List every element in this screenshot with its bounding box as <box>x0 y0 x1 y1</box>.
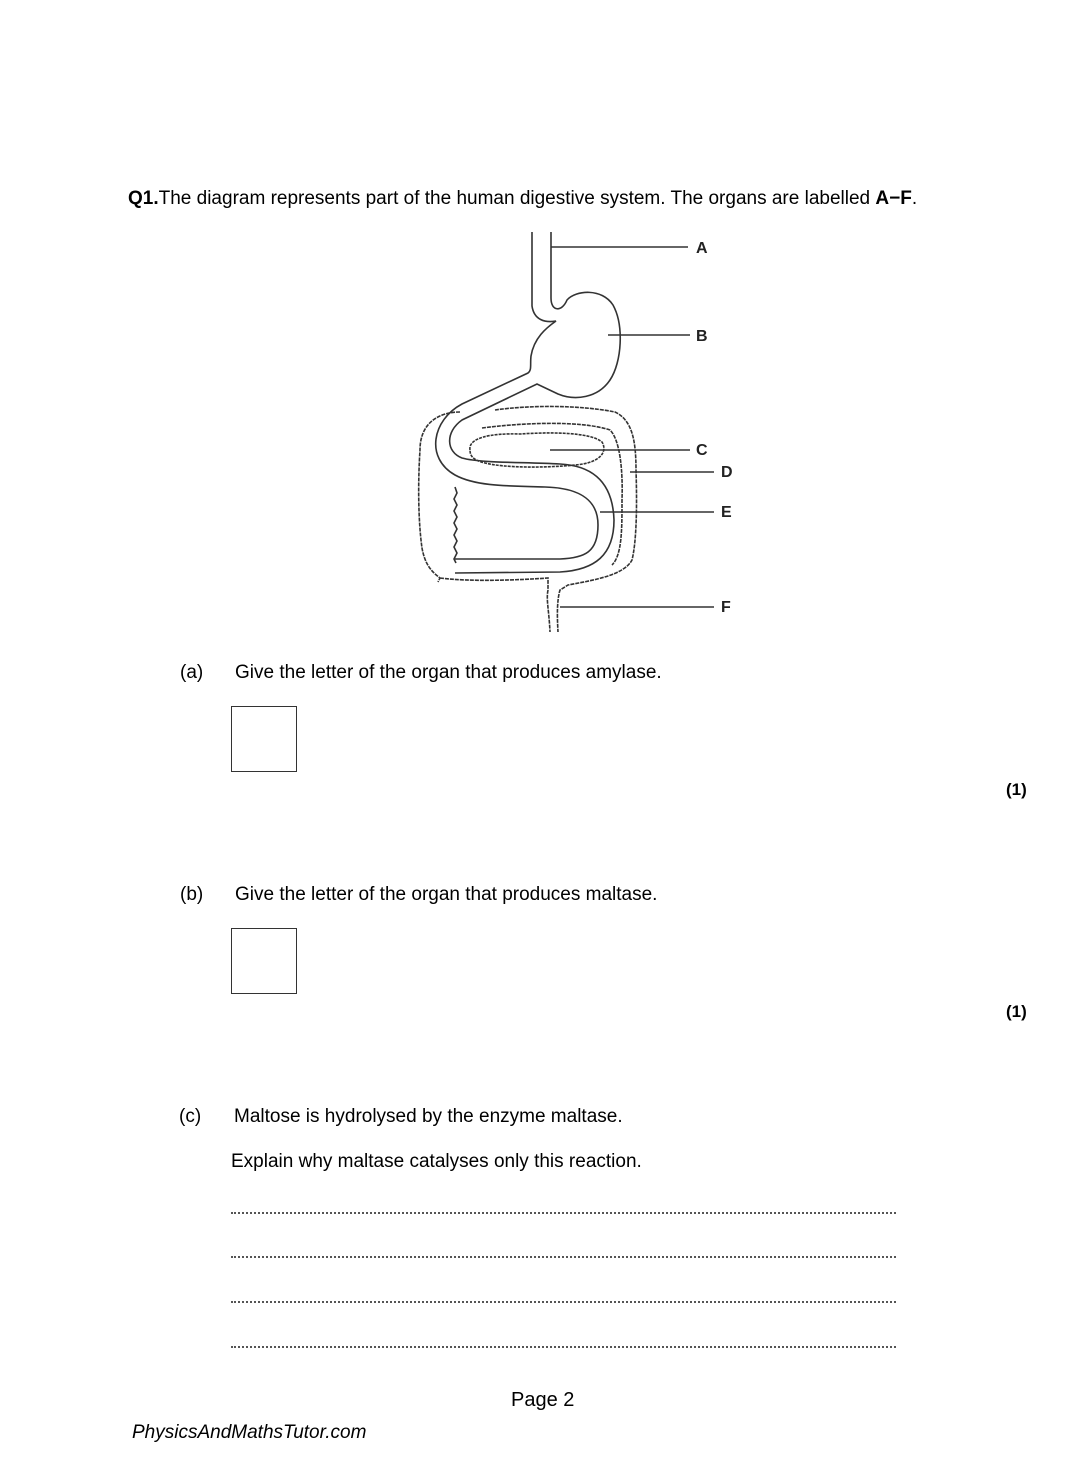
diagram-label-d: D <box>721 464 733 481</box>
marks-b: (1) <box>1006 1002 1027 1021</box>
diagram-label-f: F <box>721 599 731 616</box>
part-a-text: Give the letter of the organ that produces amylase. <box>235 662 662 683</box>
page-number: Page 2 <box>511 1389 575 1411</box>
question-end: . <box>911 188 918 209</box>
part-b-text: Give the letter of the organ that produces maltase. <box>235 884 658 905</box>
oesophagus-duodenum-outline <box>436 232 598 559</box>
small-intestine-inner <box>454 487 457 563</box>
part-c-label: (c) <box>179 1106 202 1127</box>
part-b-label: (b) <box>180 884 204 905</box>
part-c-instruction: Explain why maltase catalyses only this reaction. <box>231 1151 642 1172</box>
diagram-label-e: E <box>721 504 732 521</box>
answer-line[interactable] <box>231 1301 896 1303</box>
large-intestine-inner <box>482 423 622 565</box>
diagram-label-b: B <box>696 328 708 345</box>
question-intro: The diagram represents part of the human digestive system. The organs are labelled <box>158 188 876 209</box>
part-c-text: Maltose is hydrolysed by the enzyme maltase. <box>234 1106 623 1127</box>
answer-box-a[interactable] <box>231 706 297 772</box>
answer-line[interactable] <box>231 1256 896 1258</box>
label-range: A−F <box>875 188 912 209</box>
diagram-label-c: C <box>696 442 708 459</box>
marks-a: (1) <box>1006 780 1027 799</box>
oesophagus-stomach-outline <box>450 232 621 573</box>
answer-box-b[interactable] <box>231 928 297 994</box>
footer-site: PhysicsAndMathsTutor.com <box>132 1422 367 1443</box>
diagram-label-a: A <box>696 240 708 257</box>
answer-line[interactable] <box>231 1212 896 1214</box>
digestive-system-diagram <box>0 0 1080 700</box>
part-a-label: (a) <box>180 662 204 683</box>
large-intestine-outline <box>419 406 637 632</box>
answer-line[interactable] <box>231 1346 896 1348</box>
question-number: Q1. <box>128 188 159 209</box>
